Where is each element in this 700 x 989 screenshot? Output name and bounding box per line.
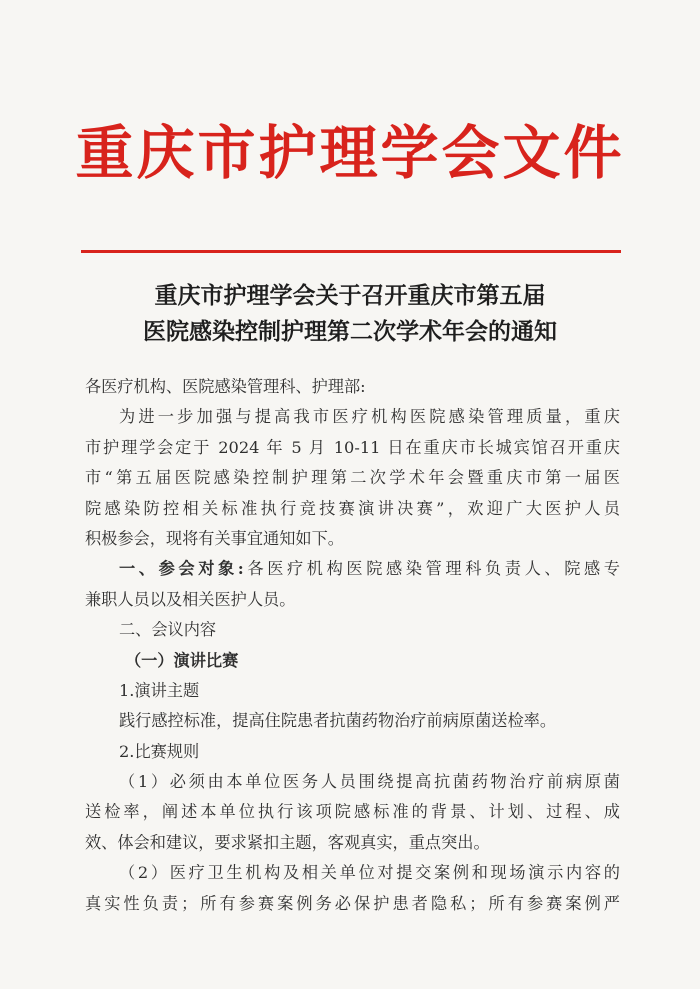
notice-title-line-2: 医院感染控制护理第二次学术年会的通知 — [143, 318, 557, 345]
rule-1-line: 效、体会和建议，要求紧扣主题，客观真实，重点突出。 — [85, 832, 490, 852]
item-1-label: 1.演讲主题 — [119, 680, 200, 700]
notice-body — [85, 372, 620, 919]
red-divider-line — [81, 250, 621, 253]
item-1-text: 践行感控标准，提高住院患者抗菌药物治疗前病原菌送检率。 — [119, 711, 557, 731]
rule-2-line: 真实性负责；所有参赛案例务必保护患者隐私；所有参赛案例严 — [85, 893, 620, 913]
section-1-heading: 一、参会对象: — [119, 559, 244, 579]
section-2-heading: 二、会议内容 — [119, 620, 217, 640]
notice-title — [0, 278, 700, 350]
item-2-label: 2.比赛规则 — [119, 741, 200, 761]
sub-heading-speech-contest: （一）演讲比赛 — [125, 650, 239, 670]
section-1-text-cont: 兼职人员以及相关医护人员。 — [85, 589, 296, 609]
section-1-text: 各医疗机构医院感染管理科负责人、院感专 — [243, 559, 620, 579]
rule-1-line: （1）必须由本单位医务人员围绕提高抗菌药物治疗前病原菌 — [119, 772, 620, 792]
salutation: 各医疗机构、医院感染管理科、护理部: — [85, 377, 366, 396]
intro-line: 为进一步加强与提高我市医疗机构医院感染管理质量，重庆 — [119, 407, 620, 427]
org-document-header: 重庆市护理学会文件 — [75, 119, 625, 187]
notice-title-line-1: 重庆市护理学会关于召开重庆市第五届 — [154, 282, 546, 309]
intro-line: 市护理学会定于 2024 年 5 月 10-11 日在重庆市长城宾馆召开重庆 — [85, 437, 620, 457]
rule-2-line: （2）医疗卫生机构及相关单位对提交案例和现场演示内容的 — [119, 863, 620, 883]
rule-1-line: 送检率，阐述本单位执行该项院感标准的背景、计划、过程、成 — [85, 802, 620, 822]
intro-line: 积极参会，现将有关事宜通知如下。 — [85, 528, 344, 548]
intro-line: 院感染防控相关标准执行竞技赛演讲决赛”，欢迎广大医护人员 — [85, 498, 620, 518]
section-1-paragraph — [85, 554, 620, 584]
intro-line: 市“第五届医院感染控制护理第二次学术年会暨重庆市第一届医 — [85, 468, 620, 488]
